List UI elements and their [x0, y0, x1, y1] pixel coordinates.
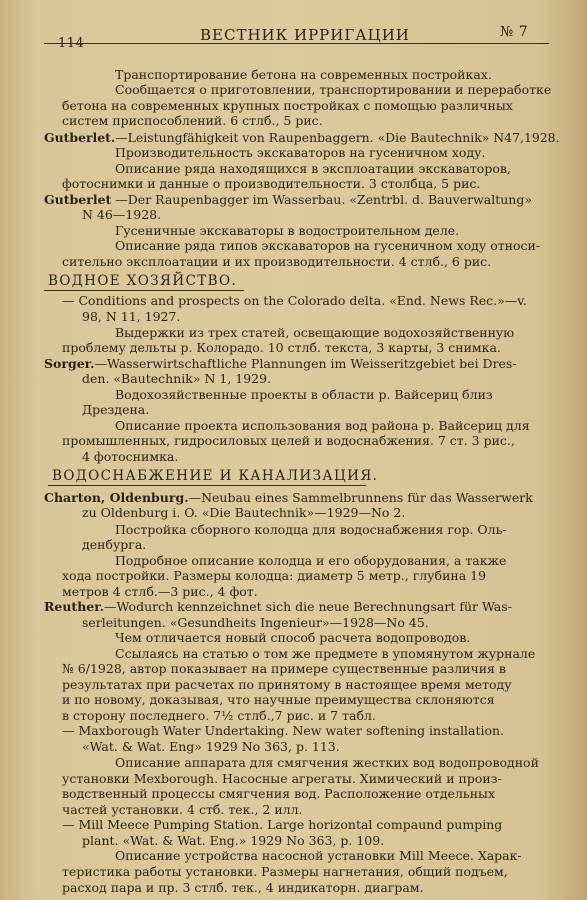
section-underline [44, 290, 244, 291]
entry-title-line: денбурга. [82, 537, 147, 553]
entry-desc-line: систем приспособлений. 6 стлб., 5 рис. [62, 113, 323, 129]
citation-line [44, 130, 560, 145]
citation-line [44, 192, 532, 207]
author-gutberlet-2: Gutberlet [44, 191, 112, 207]
entry-desc-line: промышленных, гидросиловых целей и водоснабжения. 7 ст. 3 рис., [62, 433, 515, 449]
entry-desc-line: Описание устройства насосной установки Mill Meece. Харак- [115, 848, 522, 864]
section-heading-water-economy: ВОДНОЕ ХОЗЯЙСТВО. [48, 273, 238, 290]
entry-desc-line: Описание проекта использования вод района р. Вайсериц для [115, 417, 530, 433]
entry-desc-line: Описание ряда находящихся в эксплоатации экскаваторов, [115, 160, 511, 176]
journal-title: ВЕСТНИК ИРРИГАЦИИ [200, 26, 410, 44]
entry-desc-line: Сообщается о приготовлении, транспортировании и переработке [115, 82, 552, 98]
entry-desc-line: расход пара и пр. 3 стлб. тек., 4 индикаторн. диаграм. [62, 879, 424, 895]
entry-title-line: Выдержки из трех статей, освещающие водохозяйственную [115, 324, 515, 340]
author-sorger: Sorger. [44, 355, 95, 371]
citation-line: zu Oldenburg i. O. «Die Bautechnik»—1929—No 2. [82, 505, 406, 521]
entry-desc-line: и по новому, доказывая, что научные преимущества склоняются [62, 692, 495, 708]
page-number: 114 [58, 36, 85, 51]
entry-desc-line: фотоснимки и данные о производительности. 3 столбца, 5 рис. [62, 176, 481, 192]
citation-line: — Maxborough Water Undertaking. New water softening installation. [62, 723, 505, 739]
entry-desc-line: установки Mexborough. Насосные агрегаты. Химический и произ- [62, 770, 502, 786]
section-heading-water-supply: ВОДОСНАБЖЕНИЕ И КАНАЛИЗАЦИЯ. [52, 468, 379, 485]
entry-desc-line: метров 4 стлб.—3 рис., 4 фот. [62, 583, 258, 599]
citation-text: —Der Raupenbagger im Wasserbau. «Zentrbl. d. Bauverwaltung» [111, 191, 533, 207]
citation-line: — Conditions and prospects on the Colorado delta. «End. News Rec.»—v. [62, 292, 527, 308]
entry-desc-line: сительно эксплоатации и их производительности. 4 стлб., 6 рис. [62, 254, 492, 269]
entry-title-line: Производительность экскаваторов на гусеничном ходу. [115, 145, 486, 161]
entry-desc-line: 4 фотоснимка. [82, 448, 179, 464]
entry-title-line: Водохозяйственные проекты в области р. Вайсериц близ [115, 386, 493, 402]
entry-desc-line: частей установки. 4 стб. тек., 2 илл. [62, 801, 303, 817]
entry-title-line: Транспортирование бетона на современных постройках. [115, 66, 492, 82]
entry-desc-line: Описание ряда типов экскаваторов на гусеничном ходу относи- [115, 238, 541, 254]
citation-line: — Mill Meece Pumping Station. Large horizontal compaund pumping [62, 817, 503, 833]
citation-text: —Wasserwirtschaftliche Plannungen im Weisseritzgebiet bei Dres- [94, 355, 517, 371]
citation-line: «Wat. & Wat. Eng» 1929 No 363, p. 113. [82, 738, 340, 754]
citation-line: den. «Bautechnik» N 1, 1929. [82, 371, 272, 387]
section-underline [48, 485, 366, 486]
author-reuther: Reuther. [44, 599, 105, 615]
entry-desc-line: теристика работы установки. Размеры нагнетания, общий подъем, [62, 863, 508, 879]
entry-desc-line: № 6/1928, автор показывает на примере существенные различия в [62, 661, 506, 677]
issue-number: № 7 [500, 24, 529, 40]
entry-desc-line: проблему дельты р. Колорадо. 10 стлб. текста, 3 карты, 3 снимка. [62, 340, 501, 356]
entry-desc-line: Подробное описание колодца и его оборудования, а также [115, 552, 507, 568]
entry-desc-line: Описание аппарата для смягчения жестких вод водопроводной [115, 755, 539, 771]
citation-line: serleitungen. «Gesundheits Ingenieur»—1928—No 45. [82, 614, 429, 630]
citation-text: —Leistungfähigkeit von Raupenbaggern. «Die Bautechnik» N47,1928. [115, 129, 560, 145]
author-gutberlet: Gutberlet. [44, 129, 116, 145]
entry-desc-line: результатах при расчетах по принятому в настоящее время методу [62, 676, 512, 692]
author-charton: Charton, Oldenburg. [44, 489, 189, 505]
citation-line: N 46—1928. [82, 207, 162, 223]
entry-desc-line: Ссылаясь на статью о том же предмете в упомянутом журнале [115, 645, 536, 661]
entry-title-line: Гусеничные экскаваторы в водостроительном деле. [115, 222, 460, 238]
citation-line [44, 490, 533, 505]
entry-title-line: Чем отличается новый способ расчета водопроводов. [115, 630, 471, 646]
entry-desc-line: водственный процессы смягчения вод. Расположение отдельных [62, 786, 496, 802]
citation-line [44, 356, 517, 371]
entry-title-line: Постройка сборного колодца для водоснабжения гор. Оль- [115, 521, 507, 537]
citation-line: 98, N 11, 1927. [82, 309, 181, 325]
entry-title-line: Дрездена. [82, 402, 150, 418]
entry-desc-line: в сторону последнего. 7½ стлб.,7 рис. и 7 табл. [62, 707, 376, 723]
entry-desc-line: хода постройки. Размеры колодца: диаметр 5 метр., глубина 19 [62, 568, 487, 584]
citation-line: plant. «Wat. & Wat. Eng.» 1929 No 363, p. 109. [82, 832, 385, 848]
citation-line [44, 599, 512, 614]
header-rule [44, 43, 549, 44]
citation-text: —Neubau eines Sammelbrunnens für das Wasserwerk [188, 489, 533, 505]
entry-desc-line: бетона на современных крупных постройках с помощью различных [62, 97, 513, 113]
citation-text: —Wodurch kennzeichnet sich die neue Berechnungsart für Was- [104, 599, 512, 615]
